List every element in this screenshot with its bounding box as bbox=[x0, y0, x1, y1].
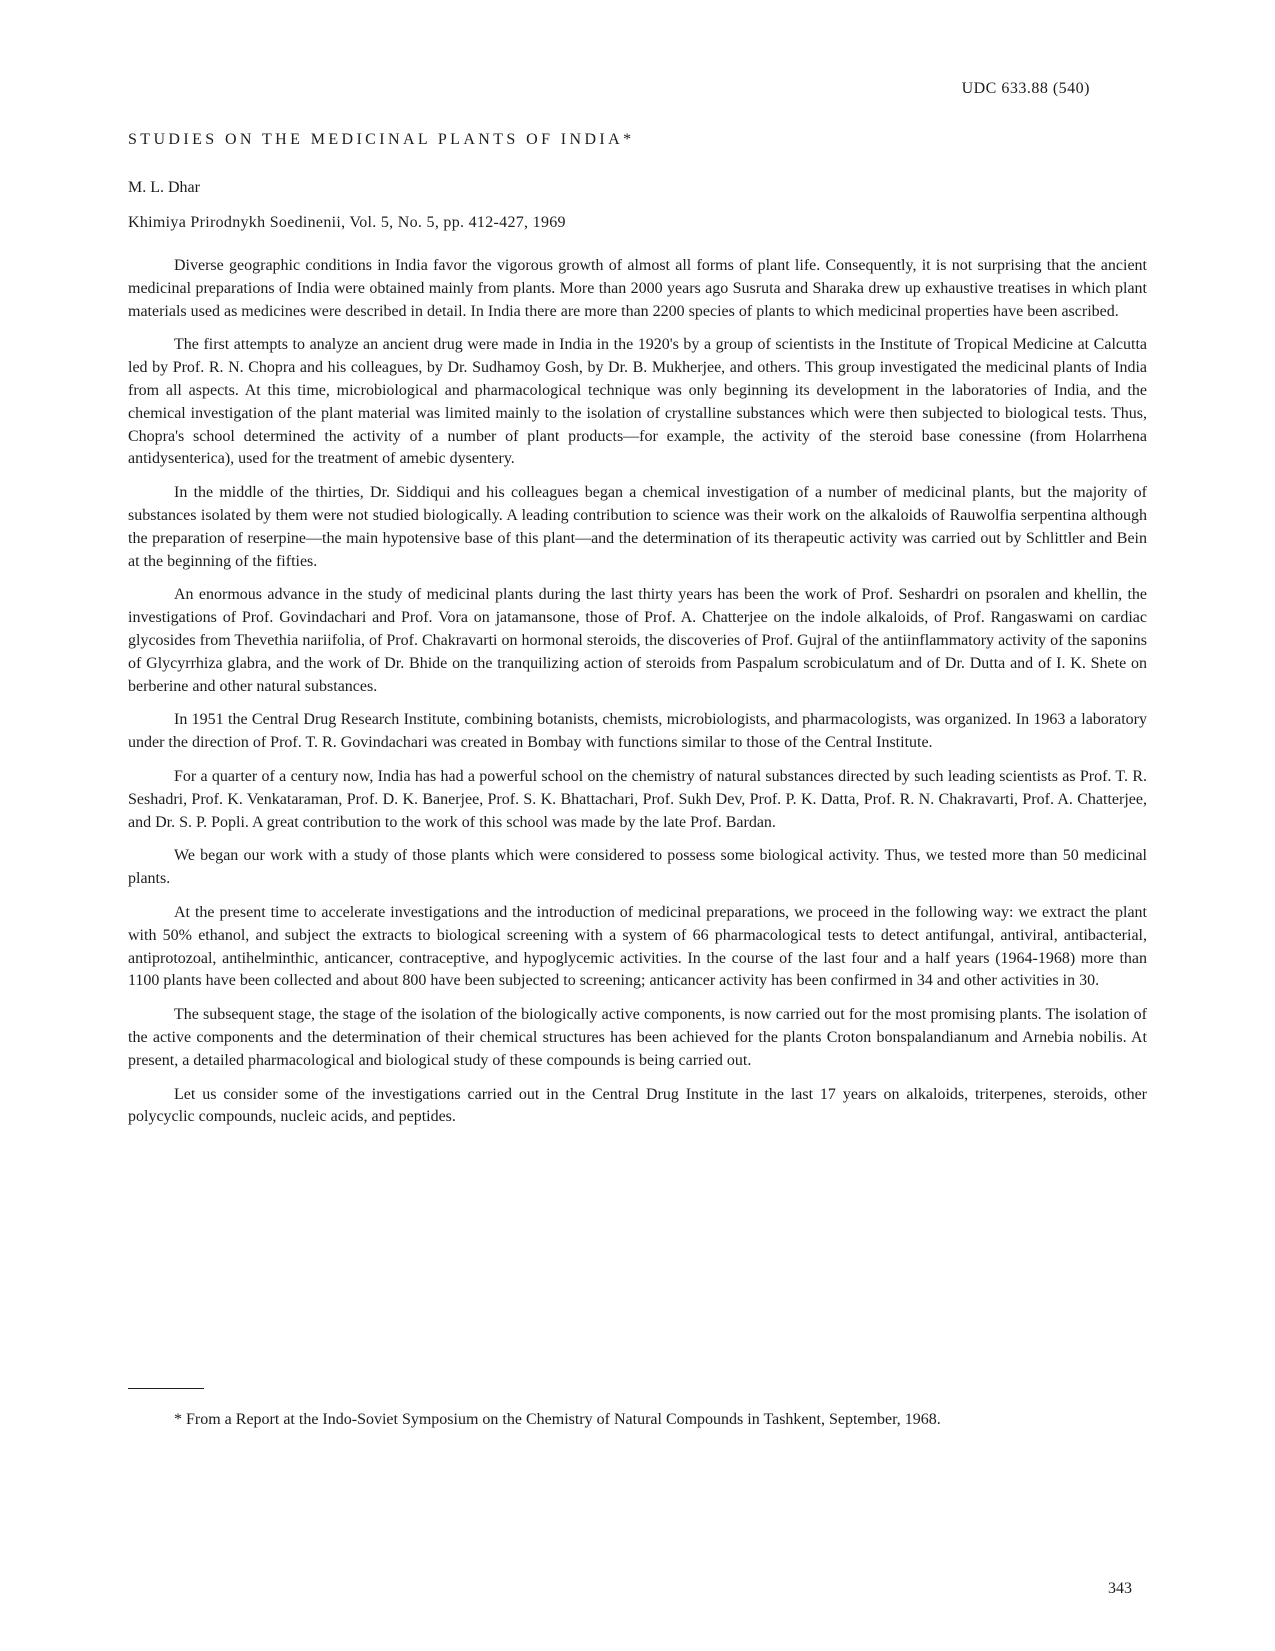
udc-code: UDC 633.88 (540) bbox=[961, 80, 1090, 97]
paragraph: An enormous advance in the study of medicinal plants during the last thirty years has been the work of Prof. Seshardri on psoralen and khellin, the investigations of Prof. Govindachari and Prof. Vora on jatamansone, those of Prof. A. Chatterjee on the indole alkaloids, of Prof. Rangaswami on cardiac glycosides from Thevethia nariifolia, of Prof. Chakravarti on hormonal steroids, the discoveries of Prof. Gujral of the antiinflammatory activity of the saponins of Glycyrrhiza glabra, and the work of Dr. Bhide on the tranquilizing action of steroids from Paspalum scrobiculatum and of Dr. Dutta and of I. K. Shete on berberine and other natural substances. bbox=[128, 586, 1147, 695]
paragraph: In the middle of the thirties, Dr. Siddiqui and his colleagues began a chemical investigation of a number of medicinal plants, but the majority of substances isolated by them were not studied biologically. A leading contribution to science was their work on the alkaloids of Rauwolfia serpentina although the preparation of reserpine—the main hypotensive base of this plant—and the determination of its therapeutic activity was carried out by Schlittler and Bein at the beginning of the fifties. bbox=[128, 484, 1147, 570]
footnote: * From a Report at the Indo-Soviet Symposium on the Chemistry of Natural Compounds in Tashkent, September, 1968. bbox=[174, 1411, 941, 1428]
author-name: M. L. Dhar bbox=[128, 179, 200, 196]
paragraph: In 1951 the Central Drug Research Institute, combining botanists, chemists, microbiologists, and pharmacologists, was organized. In 1963 a laboratory under the direction of Prof. T. R. Govindachari was created in Bombay with functions similar to those of the Central Institute. bbox=[128, 711, 1147, 752]
article-body bbox=[128, 255, 1147, 1140]
page-number: 343 bbox=[1108, 1580, 1132, 1597]
paragraph: At the present time to accelerate investigations and the introduction of medicinal preparations, we proceed in the following way: we extract the plant with 50% ethanol, and subject the extracts to biological screening with a system of 66 pharmacological tests to detect antifungal, antiviral, antibacterial, antiprotozoal, antihelminthic, anticancer, contraceptive, and hypoglycemic activities. In the course of the last four and a half years (1964-1968) more than 1100 plants have been collected and about 800 have been subjected to screening; anticancer activity has been confirmed in 34 and other activities in 30. bbox=[128, 903, 1147, 990]
paragraph: We began our work with a study of those plants which were considered to possess some biological activity. Thus, we tested more than 50 medicinal plants. bbox=[128, 847, 1147, 888]
paragraph: Let us consider some of the investigations carried out in the Central Drug Institute in the last 17 years on alkaloids, triterpenes, steroids, other polycyclic compounds, nucleic acids, and peptides. bbox=[128, 1085, 1147, 1126]
citation: Khimiya Prirodnykh Soedinenii, Vol. 5, No. 5, pp. 412-427, 1969 bbox=[128, 214, 566, 231]
paragraph: The first attempts to analyze an ancient drug were made in India in the 1920's by a group of scientists in the Institute of Tropical Medicine at Calcutta led by Prof. R. N. Chopra and his colleagues, by Dr. Sudhamoy Gosh, by Dr. B. Mukherjee, and others. This group investigated the medicinal plants of India from all aspects. At this time, microbiological and pharmacological technique was only beginning its development in the laboratories of India, and the chemical investigation of the plant material was limited mainly to the isolation of crystalline substances which were then subjected to biological tests. Thus, Chopra's school determined the activity of a number of plant products—for example, the activity of the steroid base conessine (from Holarrhena antidysenterica), used for the treatment of amebic dysentery. bbox=[128, 336, 1147, 468]
footnote-divider bbox=[128, 1388, 204, 1389]
paragraph: For a quarter of a century now, India has had a powerful school on the chemistry of natural substances directed by such leading scientists as Prof. T. R. Seshadri, Prof. K. Venkataraman, Prof. D. K. Banerjee, Prof. S. K. Bhattachari, Prof. Sukh Dev, Prof. P. K. Datta, Prof. R. N. Chakravarti, Prof. A. Chatterjee, and Dr. S. P. Popli. A great contribution to the work of this school was made by the late Prof. Bardan. bbox=[128, 767, 1147, 831]
paragraph: The subsequent stage, the stage of the isolation of the biologically active components, is now carried out for the most promising plants. The isolation of the active components and the determination of their chemical structures has been achieved for the plants Croton bonspalandianum and Arnebia nobilis. At present, a detailed pharmacological and biological study of these compounds is being carried out. bbox=[128, 1006, 1147, 1069]
paragraph: Diverse geographic conditions in India favor the vigorous growth of almost all forms of plant life. Consequently, it is not surprising that the ancient medicinal preparations of India were obtained mainly from plants. More than 2000 years ago Susruta and Sharaka drew up exhaustive treatises in which plant materials used as medicines were described in detail. In India there are more than 2200 species of plants to which medicinal properties have been ascribed. bbox=[128, 257, 1147, 320]
article-title: STUDIES ON THE MEDICINAL PLANTS OF INDIA* bbox=[128, 131, 635, 148]
